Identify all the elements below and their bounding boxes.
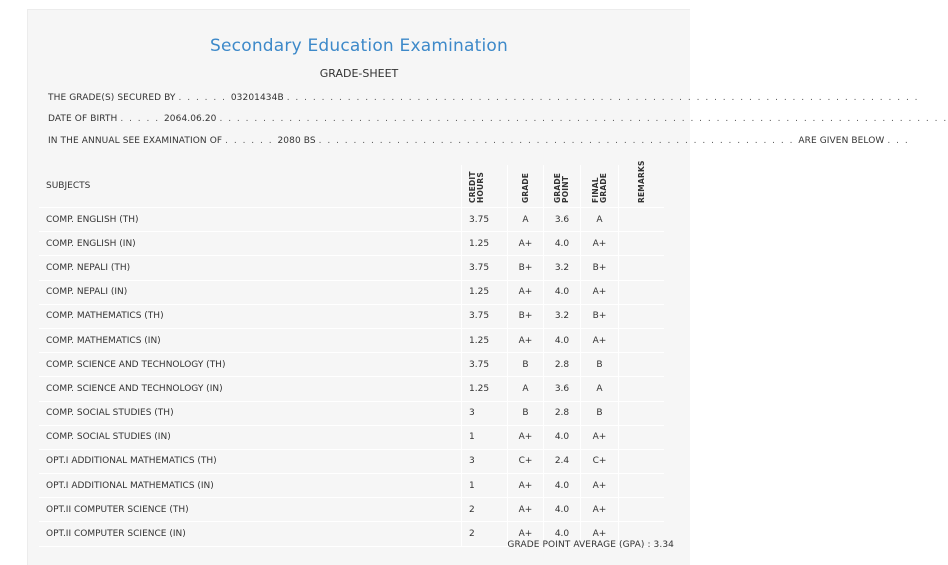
grade-cell: C+ (508, 449, 544, 473)
header-grade-point: GRADE POINT (544, 165, 581, 208)
grade-cell: A+ (508, 474, 544, 498)
subject-cell: COMP. SCIENCE AND TECHNOLOGY (TH) (46, 359, 226, 370)
grade-point-cell: 4.0 (544, 522, 581, 546)
table-row (39, 449, 664, 473)
table-row (39, 377, 664, 401)
credit-hours-cell: 1.25 (462, 280, 508, 304)
remarks-cell (619, 449, 665, 473)
subject-cell: OPT.I ADDITIONAL MATHEMATICS (IN) (46, 480, 214, 491)
subject-cell: COMP. ENGLISH (IN) (46, 238, 136, 249)
remarks-cell (619, 232, 665, 256)
grade-cell: A+ (508, 280, 544, 304)
grade-point-cell: 2.8 (544, 401, 581, 425)
exam-label: IN THE ANNUAL SEE EXAMINATION OF (48, 136, 223, 146)
subject-cell: COMP. SOCIAL STUDIES (TH) (46, 408, 174, 419)
remarks-cell (619, 280, 665, 304)
grade-sheet-heading: GRADE-SHEET (319, 67, 399, 80)
subject-cell: COMP. ENGLISH (TH) (46, 214, 139, 225)
dob-label: DATE OF BIRTH (48, 114, 118, 124)
grade-cell: B (508, 353, 544, 377)
grade-point-cell: 2.8 (544, 353, 581, 377)
grade-sheet (27, 9, 948, 565)
table-row (39, 304, 664, 328)
credit-hours-cell: 3.75 (462, 304, 508, 328)
grade-point-cell: 4.0 (544, 425, 581, 449)
credit-hours-cell: 1 (462, 474, 508, 498)
subject-cell: OPT.II COMPUTER SCIENCE (IN) (46, 529, 186, 540)
grade-point-cell: 2.4 (544, 449, 581, 473)
subject-cell: OPT.II COMPUTER SCIENCE (TH) (46, 504, 189, 515)
remarks-cell (619, 377, 665, 401)
final-grade-cell: A (581, 377, 619, 401)
remarks-cell (619, 208, 665, 232)
subject-cell: COMP. NEPALI (TH) (46, 262, 131, 273)
final-grade-cell: B+ (581, 304, 619, 328)
table-row (39, 328, 664, 352)
grade-cell: A+ (508, 498, 544, 522)
subject-cell: COMP. SOCIAL STUDIES (IN) (46, 432, 171, 443)
grade-cell: A+ (508, 522, 544, 546)
table-row (39, 256, 664, 280)
table-row (39, 208, 664, 232)
final-grade-cell: A+ (581, 328, 619, 352)
final-grade-cell: B (581, 353, 619, 377)
secured-by-line: THE GRADE(S) SECURED BY . . . . . . 03201434B . . . . . . . . . . . . . . . . . . . . . . . . . . . . . . . . . . . . . . . . . . . . . . . . . . . . . . . . . . . . . . . . . . . . . . . . . (48, 93, 920, 103)
table-row (39, 353, 664, 377)
grade-point-cell: 4.0 (544, 280, 581, 304)
table-row (39, 232, 664, 256)
exam-title: Secondary Education Examination (210, 36, 508, 56)
grade-point-cell: 3.6 (544, 208, 581, 232)
credit-hours-cell: 1.25 (462, 232, 508, 256)
grade-point-cell: 4.0 (544, 498, 581, 522)
remarks-cell (619, 401, 665, 425)
exam-line: IN THE ANNUAL SEE EXAMINATION OF . . . . . . 2080 BS . . . . . . . . . . . . . . . . . . . . . . . . . . . . . . . . . . . . . . . . . . . . . . . . . . . . . . . ARE GIVEN BELOW . . . (48, 136, 910, 146)
remarks-cell (619, 425, 665, 449)
header-credit-hours: CREDIT HOURS (462, 165, 508, 208)
remarks-cell (619, 353, 665, 377)
credit-hours-cell: 2 (462, 522, 508, 546)
table-row (39, 280, 664, 304)
gpa-value: 3.34 (653, 540, 674, 550)
grade-point-cell: 3.2 (544, 304, 581, 328)
remarks-cell (619, 474, 665, 498)
subject-cell: COMP. MATHEMATICS (TH) (46, 311, 164, 322)
table-header-row (39, 165, 664, 208)
remarks-cell (619, 256, 665, 280)
gpa-label: GRADE POINT AVERAGE (GPA) : (507, 540, 651, 550)
symbol-number: 03201434B (230, 93, 284, 103)
credit-hours-cell: 3 (462, 449, 508, 473)
grade-cell: A+ (508, 232, 544, 256)
gpa-summary (507, 540, 674, 550)
final-grade-cell: C+ (581, 449, 619, 473)
subject-cell: OPT.I ADDITIONAL MATHEMATICS (TH) (46, 456, 217, 467)
credit-hours-cell: 3 (462, 401, 508, 425)
table-row (39, 498, 664, 522)
final-grade-cell: A+ (581, 425, 619, 449)
credit-hours-cell: 3.75 (462, 256, 508, 280)
final-grade-cell: A+ (581, 522, 619, 546)
grade-cell: A (508, 208, 544, 232)
grade-cell: A+ (508, 425, 544, 449)
grade-point-cell: 3.2 (544, 256, 581, 280)
exam-year: 2080 BS (277, 136, 316, 146)
dob-value: 2064.06.20 (163, 114, 217, 124)
grades-table (39, 159, 664, 547)
grade-cell: B+ (508, 304, 544, 328)
credit-hours-cell: 2 (462, 498, 508, 522)
secured-by-label: THE GRADE(S) SECURED BY (48, 93, 176, 103)
grade-cell: B (508, 401, 544, 425)
header-subjects: SUBJECTS (46, 181, 91, 191)
grade-cell: B+ (508, 256, 544, 280)
header-grade: GRADE (508, 165, 544, 208)
subject-cell: COMP. NEPALI (IN) (46, 287, 128, 298)
table-row (39, 401, 664, 425)
credit-hours-cell: 1.25 (462, 377, 508, 401)
remarks-cell (619, 498, 665, 522)
final-grade-cell: A+ (581, 232, 619, 256)
grade-cell: A (508, 377, 544, 401)
remarks-cell (619, 328, 665, 352)
table-row (39, 474, 664, 498)
grade-point-cell: 4.0 (544, 232, 581, 256)
grade-cell: A+ (508, 328, 544, 352)
header-remarks: REMARKS (619, 165, 665, 208)
credit-hours-cell: 3.75 (462, 208, 508, 232)
final-grade-cell: B (581, 401, 619, 425)
grade-point-cell: 3.6 (544, 377, 581, 401)
grade-point-cell: 4.0 (544, 328, 581, 352)
final-grade-cell: A+ (581, 280, 619, 304)
final-grade-cell: A+ (581, 498, 619, 522)
subject-cell: COMP. SCIENCE AND TECHNOLOGY (IN) (46, 383, 223, 394)
grade-point-cell: 4.0 (544, 474, 581, 498)
final-grade-cell: A (581, 208, 619, 232)
credit-hours-cell: 3.75 (462, 353, 508, 377)
exam-suffix: ARE GIVEN BELOW (798, 136, 885, 146)
subject-cell: COMP. MATHEMATICS (IN) (46, 335, 161, 346)
header-final-grade: FINAL GRADE (581, 165, 619, 208)
table-row (39, 425, 664, 449)
remarks-cell (619, 304, 665, 328)
credit-hours-cell: 1 (462, 425, 508, 449)
final-grade-cell: A+ (581, 474, 619, 498)
credit-hours-cell: 1.25 (462, 328, 508, 352)
final-grade-cell: B+ (581, 256, 619, 280)
dob-line: DATE OF BIRTH . . . . . 2064.06.20 . . . . . . . . . . . . . . . . . . . . . . . . . . . . . . . . . . . . . . . . . . . . . . . . . . . . . . . . . . . . . . . . . . . . . . . . . . . . . . . . . . . . (48, 114, 948, 124)
